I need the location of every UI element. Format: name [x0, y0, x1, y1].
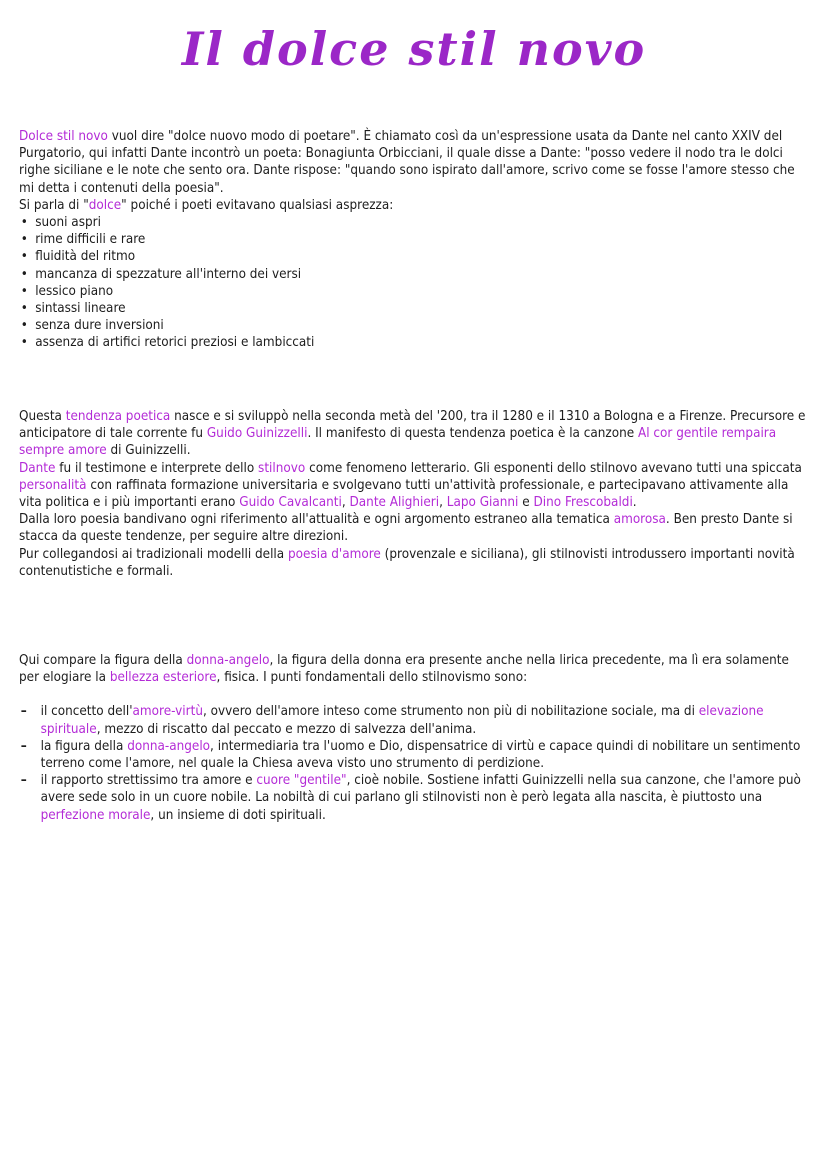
text-span: , fisica. I punti fondamentali dello stilnovismo sono: — [216, 670, 528, 686]
text-span: , mezzo di riscatto dal peccato e mezzo di salvezza dell'anima. — [96, 721, 477, 737]
text-span: come fenomeno letterario. Gli esponenti dello stilnovo avevano tutti una spiccata — [305, 460, 802, 476]
highlight-guinizzelli: Guido Guinizzelli — [206, 426, 308, 442]
list-item — [19, 703, 809, 737]
themes-paragraph — [19, 511, 809, 545]
highlight-bellezza-esteriore: bellezza esteriore — [109, 670, 217, 686]
text-span: . Il manifesto di questa tendenza poetica è la canzone — [307, 426, 639, 442]
definition-paragraph — [19, 128, 809, 197]
key-points-list — [19, 703, 809, 823]
list-item: • lessico piano — [19, 283, 809, 300]
text-span: Dalla loro poesia bandivano ogni riferimento all'attualità e ogni argomento estraneo alla tematica — [19, 512, 614, 528]
highlight-lapo-gianni: Lapo Gianni — [446, 495, 519, 511]
list-item — [19, 738, 809, 772]
highlight-donna-angelo: donna-angelo — [186, 653, 270, 668]
highlight-canzone-title: Al cor gentile rempaira sempre amore — [19, 426, 777, 459]
text-span: . — [632, 495, 637, 511]
text-span: Qui compare la figura della — [19, 653, 187, 668]
highlight-elevazione-spirituale: elevazione spirituale — [40, 704, 764, 737]
text-span: la figura della — [40, 738, 128, 754]
text-span: il rapporto strettissimo tra amore e — [40, 773, 257, 789]
page-title: Il dolce stil novo — [181, 22, 647, 76]
list-item: • fluidità del ritmo — [19, 248, 809, 265]
list-item: • mancanza di spezzature all'interno dei versi — [19, 266, 809, 283]
asprezza-list — [19, 214, 809, 352]
dolce-text-post: " poiché i poeti evitavano qualsiasi asprezza: — [121, 197, 394, 213]
highlight-dante: Dante — [19, 460, 56, 476]
text-span: con raffinata formazione universitaria e svolgevano tutti un'attività professionale, e partecipavano attivamente alla vita politica e i più importanti erano — [19, 477, 789, 511]
highlight-dolce: dolce — [88, 197, 122, 213]
highlight-personalita: personalità — [19, 477, 87, 493]
definition-text: vuol dire "dolce nuovo modo di poetare". È chiamato così da un'espressione usata da Dante nel canto XXIV del Purgatorio, qui infatti Dante incontrò un poeta: Bonagiunta Orbicciani, il quale disse a Dante: "posso vedere il nodo tra le dolci righe siciliane e le note che sento ora. Dante rispose: "quando sono ispirato dall'amore, scrivo come se fosse l'amore stesso che mi detta i contenuti della poesia". — [19, 129, 795, 196]
origins-paragraph — [19, 408, 809, 460]
highlight-dolce-stil-novo: Dolce stil novo — [19, 129, 108, 144]
text-span: , ovvero dell'amore inteso come strumento non più di nobilitazione sociale, ma di — [202, 704, 699, 720]
highlight-perfezione-morale: perfezione morale — [40, 807, 151, 823]
text-span: il concetto dell' — [40, 704, 133, 720]
list-item: • suoni aspri — [19, 214, 809, 231]
text-span: , intermediaria tra l'uomo e Dio, dispensatrice di virtù e capace quindi di nobilitare un sentimento terreno come l'amore, nel quale la Chiesa aveva visto uno strumento di perdizione. — [40, 738, 801, 772]
text-span: Questa — [19, 409, 66, 424]
dolce-paragraph — [19, 197, 809, 214]
list-item: • rime difficili e rare — [19, 231, 809, 248]
text-span: , — [439, 495, 447, 511]
highlight-frescobaldi: Dino Frescobaldi — [533, 495, 633, 511]
section-origins — [19, 408, 809, 580]
section-donna-angelo — [19, 652, 809, 824]
text-span: di Guinizzelli. — [106, 443, 191, 459]
text-span: nasce e si sviluppò nella seconda metà del '200, tra il 1280 e il 1310 a Bologna e a Firenze. Precursore e anticipatore di tale corrente fu — [19, 409, 806, 442]
highlight-tendenza-poetica: tendenza poetica — [65, 409, 171, 424]
highlight-poesia-amore: poesia d'amore — [288, 546, 381, 562]
highlight-dante-alighieri: Dante Alighieri — [349, 495, 440, 511]
list-item: • senza dure inversioni — [19, 317, 809, 334]
text-span: fu il testimone e interprete dello — [55, 460, 259, 476]
text-span: , la figura della donna era presente anche nella lirica precedente, ma lì era solamente per elogiare la — [19, 653, 789, 686]
highlight-donna-angelo: donna-angelo — [127, 738, 211, 754]
text-span: Pur collegandosi ai tradizionali modelli della — [19, 546, 289, 562]
dolce-text-pre: Si parla di " — [19, 197, 89, 213]
text-span: (provenzale e siciliana), gli stilnovisti introdussero importanti novità contenutistiche e formali. — [19, 546, 795, 579]
list-item: • assenza di artifici retorici preziosi e lambiccati — [19, 334, 809, 351]
list-item: • sintassi lineare — [19, 300, 809, 317]
models-paragraph — [19, 546, 809, 580]
text-span: , un insieme di doti spirituali. — [150, 807, 326, 823]
highlight-cuore-gentile: cuore "gentile" — [256, 773, 347, 789]
donna-angelo-paragraph — [19, 652, 809, 686]
list-item — [19, 772, 809, 824]
text-span: , cioè nobile. Sostiene infatti Guinizzelli nella sua canzone, che l'amore può avere sede solo in un cuore nobile. La nobiltà di cui parlano gli stilnovisti non è però legata alla nascita, è piuttosto una — [40, 773, 801, 806]
highlight-cavalcanti: Guido Cavalcanti — [239, 495, 342, 511]
highlight-amore-virtu: amore-virtù — [132, 704, 203, 720]
highlight-amorosa: amorosa — [613, 512, 666, 528]
text-span: , — [341, 495, 350, 511]
text-span: . Ben presto Dante si stacca da queste tendenze, per seguire altre direzioni. — [19, 512, 793, 545]
highlight-stilnovo: stilnovo — [258, 460, 306, 476]
text-span: e — [518, 495, 534, 511]
section-definition — [19, 128, 809, 352]
dante-paragraph — [19, 460, 809, 512]
